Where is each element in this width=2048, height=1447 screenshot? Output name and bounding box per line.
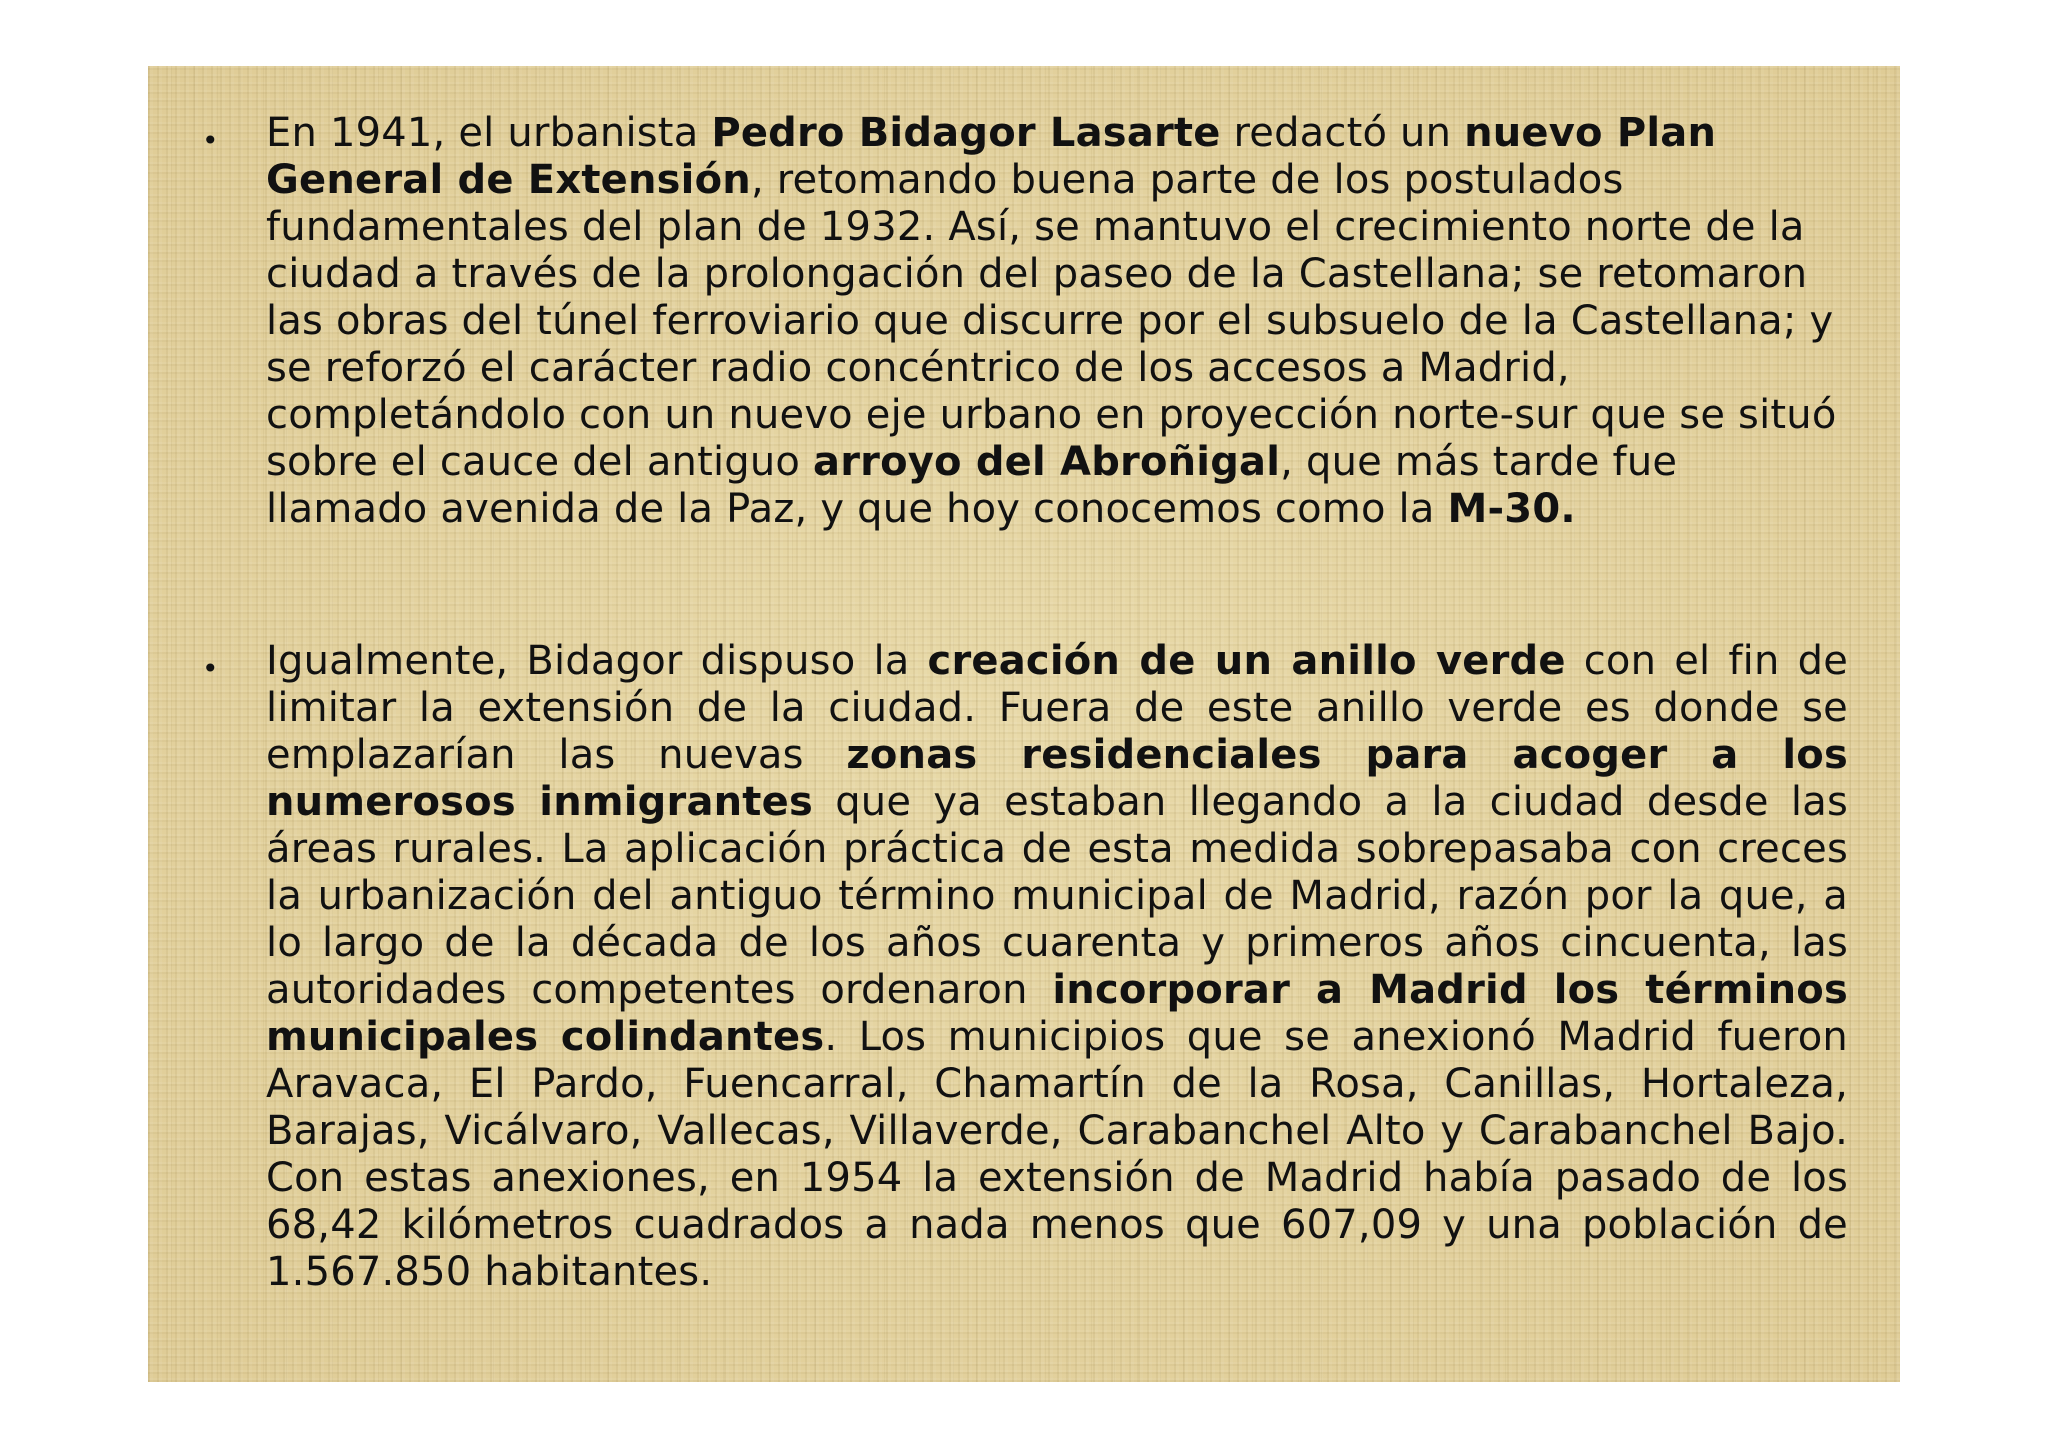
paragraph-2	[266, 638, 1848, 1296]
bold-segment: incorporar a Madrid los términos municipales colindantes	[266, 967, 1848, 1060]
paragraph-1	[266, 110, 1848, 533]
bold-segment: creación de un anillo verde	[927, 638, 1566, 684]
slide	[148, 66, 1900, 1382]
text-segment: . Los municipios que se anexionó Madrid fueron Aravaca, El Pardo, Fuencarral, Chamartín de la Rosa, Canillas, Hortaleza, Barajas, Vicálvaro, Vallecas, Villaverde, Carabanchel Alto y Carabanchel Bajo. Con estas anexiones, en 1954 la extensión de Madrid había pasado de los 68,42 kilómetros cuadrados a nada menos que 607,09 y una población de 1.567.850 habitantes.	[266, 1014, 1848, 1295]
bullet-dot-icon: •	[202, 124, 219, 157]
text-segment: redactó un	[1220, 110, 1465, 156]
text-segment: , que más tarde fue llamado avenida de la Paz, y que hoy conocemos como la	[266, 439, 1678, 532]
bold-segment: M-30.	[1447, 486, 1576, 532]
bullet-dot-icon: •	[202, 652, 219, 685]
text-segment: que ya estaban llegando a la ciudad desde las áreas rurales. La aplicación práctica de esta medida sobrepasaba con creces la urbanización del antiguo término municipal de Madrid, razón por la que, a lo largo de la década de los años cuarenta y primeros años cincuenta, las autoridades competentes ordenaron	[266, 779, 1848, 1013]
text-segment: con el fin de limitar la extensión de la ciudad. Fuera de este anillo verde es donde se emplazarían las nuevas	[266, 638, 1849, 778]
bold-segment: Pedro Bidagor Lasarte	[711, 110, 1221, 156]
text-segment: , retomando buena parte de los postulados fundamentales del plan de 1932. Así, se mantuvo el crecimiento norte de la ciudad a través de la prolongación del paseo de la Castellana; se retomaron las obras del túnel ferroviario que discurre por el subsuelo de la Castellana; y se reforzó el carácter radio concéntrico de los accesos a Madrid, completándolo con un nuevo eje urbano en proyección norte-sur que se situó sobre el cauce del antiguo	[266, 157, 1837, 485]
text-segment: En 1941, el urbanista	[266, 110, 712, 156]
bold-segment: nuevo Plan General de Extensión	[266, 110, 1717, 203]
text-segment: Igualmente, Bidagor dispuso la	[266, 638, 928, 684]
bold-segment: arroyo del Abroñigal	[813, 439, 1281, 485]
bold-segment: zonas residenciales para acoger a los numerosos inmigrantes	[266, 732, 1848, 825]
